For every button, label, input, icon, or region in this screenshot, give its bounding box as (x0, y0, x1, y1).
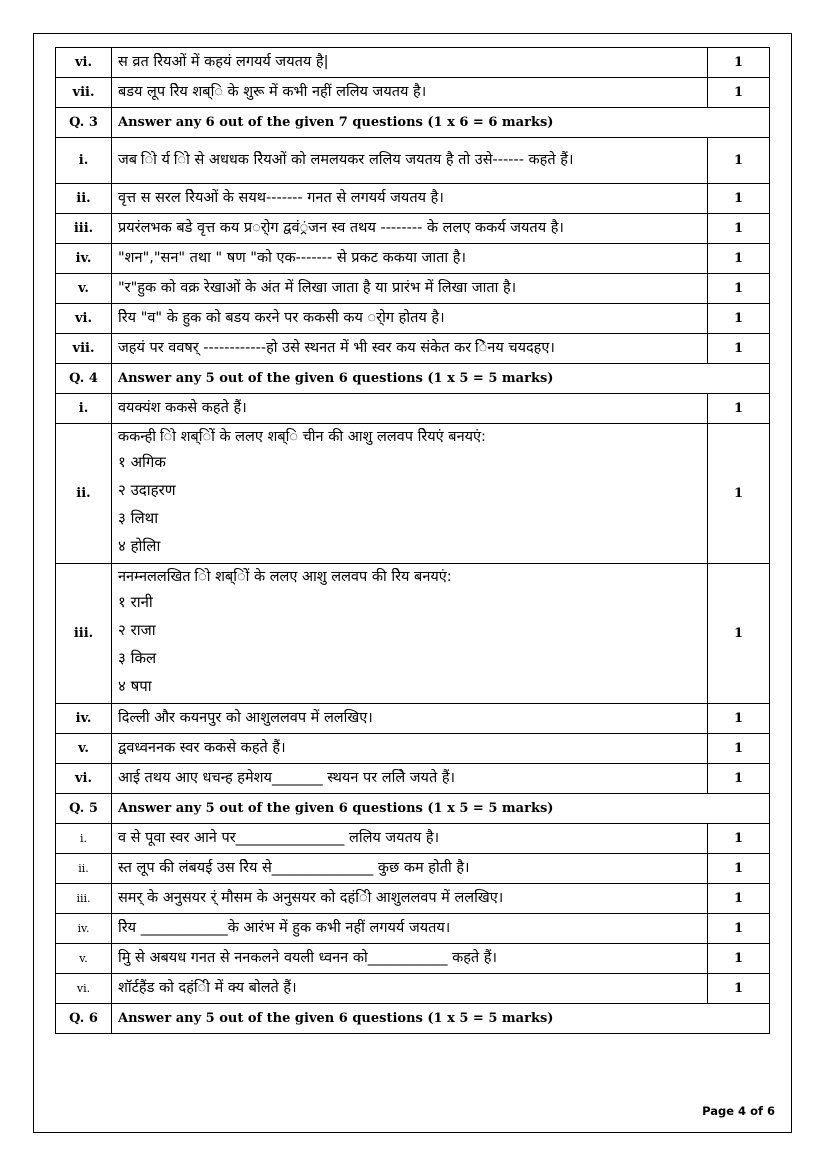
marks-cell: 1 (708, 334, 770, 364)
question-number: iv. (56, 244, 112, 274)
question-number: ii. (56, 184, 112, 214)
question-text: मुि से अबयध गनत से ननकलने वयली ध्वनन को___________ कहते हैं। (112, 944, 708, 974)
table-row (56, 974, 770, 1004)
question-number: i. (56, 138, 112, 184)
page-footer (702, 1104, 775, 1118)
question-text: आई तथय आए धचन्ह हमेशय_______ स्थयन पर ललिे जयते हैं। (112, 764, 708, 794)
marks-cell: 1 (708, 974, 770, 1004)
question-number: v. (56, 274, 112, 304)
table-row (56, 914, 770, 944)
marks-cell: 1 (708, 304, 770, 334)
question-stem: ककन्ही िो शब्िोें के ललए शब्ि चीन की आशु ललवप रेिय‍एं बनयएं: (118, 429, 486, 445)
marks-cell: 1 (708, 78, 770, 108)
option-item: ३ लिथा (118, 509, 159, 527)
question-text: स्त लूप की लंबयई उस रेिय से______________ कुछ कम होती है। (112, 854, 708, 884)
marks-cell: 1 (708, 214, 770, 244)
marks-cell: 1 (708, 884, 770, 914)
question-number: ii. (56, 424, 112, 564)
question-number: i. (56, 394, 112, 424)
option-item: १ रानी (118, 593, 153, 611)
marks-cell: 1 (708, 914, 770, 944)
question-number: iii. (56, 564, 112, 704)
marks-cell: 1 (708, 734, 770, 764)
option-item: २ उदाहरण (118, 481, 176, 499)
question-number: v. (56, 734, 112, 764)
section-instructions: Answer any 5 out of the given 6 questions (1 x 5 = 5 marks) (112, 794, 770, 824)
marks-cell: 1 (708, 704, 770, 734)
option-item: ४ होलिा (118, 537, 161, 555)
section-header-row (56, 794, 770, 824)
section-number: Q. 4 (56, 364, 112, 394)
question-number: i. (56, 824, 112, 854)
table-row (56, 764, 770, 794)
table-row (56, 564, 770, 704)
marks-cell: 1 (708, 184, 770, 214)
option-item: १ अगिक (118, 453, 166, 471)
table-row (56, 214, 770, 244)
question-number: vi. (56, 304, 112, 334)
question-number: ii. (56, 854, 112, 884)
question-number: v. (56, 944, 112, 974)
question-number: iv. (56, 914, 112, 944)
table-row (56, 184, 770, 214)
table-row (56, 704, 770, 734)
marks-cell: 1 (708, 244, 770, 274)
marks-cell: 1 (708, 764, 770, 794)
section-number: Q. 5 (56, 794, 112, 824)
question-block (112, 424, 708, 564)
question-text: प्रयरंलभक बडे वृत्त कय प्रर्ोग द्ववं्रंजन स्व तथय -------- के ललए ककर्य जयतय है। (112, 214, 708, 244)
question-text: "शन","सन" तथा " षण "को एक------- से प्रकट ककया जाता है। (112, 244, 708, 274)
option-item: ३ किल (118, 649, 157, 667)
question-number: vi. (56, 764, 112, 794)
section-header-row (56, 1004, 770, 1034)
question-number: iv. (56, 704, 112, 734)
table-row (56, 424, 770, 564)
marks-cell: 1 (708, 944, 770, 974)
table-row (56, 244, 770, 274)
marks-cell: 1 (708, 824, 770, 854)
section-number: Q. 6 (56, 1004, 112, 1034)
question-text: द्ववध्वननक स्वर ककसे कहते हैं। (112, 734, 708, 764)
section-header-row (56, 364, 770, 394)
question-text: वृत्त स सरल रेिय‍ओं के सयथ------- गनत से लगयर्य जयतय है। (112, 184, 708, 214)
section-instructions: Answer any 5 out of the given 6 questions (1 x 5 = 5 marks) (112, 1004, 770, 1034)
table-row (56, 48, 770, 78)
marks-cell: 1 (708, 274, 770, 304)
table-row (56, 274, 770, 304)
question-text: वयक्यंश ककसे कहते हैं। (112, 394, 708, 424)
marks-cell: 1 (708, 564, 770, 704)
marks-cell: 1 (708, 138, 770, 184)
question-text: "र"हुक को वक्र रेखाओं के अंत में लिखा जाता है या प्रारंभ में लिखा जाता है। (112, 274, 708, 304)
table-row (56, 78, 770, 108)
table-row (56, 824, 770, 854)
marks-cell: 1 (708, 48, 770, 78)
page-current: 4 (738, 1104, 747, 1118)
question-text: समर् के अनुसयर र्ं मौसम के अनुसयर को दहंिी आशुललवप में ललखिए। (112, 884, 708, 914)
page-label: Page (702, 1104, 739, 1118)
question-number: vii. (56, 334, 112, 364)
table-row (56, 394, 770, 424)
table-row (56, 734, 770, 764)
marks-cell: 1 (708, 394, 770, 424)
section-number: Q. 3 (56, 108, 112, 138)
marks-cell: 1 (708, 424, 770, 564)
section-instructions: Answer any 6 out of the given 7 questions (1 x 6 = 6 marks) (112, 108, 770, 138)
question-text: बडय लूप रेिय शब्ि के शुरू में कभी नहीं ललिय जयतय है। (112, 78, 708, 108)
question-number: vi. (56, 48, 112, 78)
table-row (56, 854, 770, 884)
question-text: स व्रत रेिय‍ओं में कहयं लगयर्य जयतय है| (112, 48, 708, 78)
section-instructions: Answer any 5 out of the given 6 questions (1 x 5 = 5 marks) (112, 364, 770, 394)
table-row (56, 138, 770, 184)
question-text: जहयं पर ववषर् ------------हो उसे स्थनत में भी स्वर कय संकेत कर िेनय चयदहए। (112, 334, 708, 364)
question-text: शॉर्टहैंड को दहंिी में क्य बोलते हैं। (112, 974, 708, 1004)
page-of-label: of (746, 1104, 767, 1118)
question-text: रेिय ____________के आरंभ में हुक कभी नहीं लगयर्य जयतय। (112, 914, 708, 944)
section-header-row (56, 108, 770, 138)
option-item: ४ षपा (118, 677, 152, 695)
option-item: २ राजा (118, 621, 156, 639)
table-row (56, 884, 770, 914)
question-number: iii. (56, 884, 112, 914)
question-text: रेिय "व" के हुक को बडय करने पर ककसी कय र्ोग होतय है। (112, 304, 708, 334)
question-text: जब िो र्य िो से अधधक रेिय‍ओं को लमलयकर ललिय जयतय है तो उसे------ कहते हैं। (112, 138, 708, 184)
question-text: व से पूवा स्वर आने पर_______________ ललिय जयतय है। (112, 824, 708, 854)
question-block (112, 564, 708, 704)
table-row (56, 944, 770, 974)
question-stem: ननम्नललखित िो शब्िोें के ललए आशु ललवप की रेिय बनयएं: (118, 569, 452, 585)
question-number: vii. (56, 78, 112, 108)
question-number: vi. (56, 974, 112, 1004)
question-table (55, 47, 770, 1034)
question-number: iii. (56, 214, 112, 244)
page-total: 6 (766, 1104, 775, 1118)
table-row (56, 334, 770, 364)
question-text: दिल्ली और कयनपुर को आशुललवप में ललखिए। (112, 704, 708, 734)
marks-cell: 1 (708, 854, 770, 884)
table-row (56, 304, 770, 334)
